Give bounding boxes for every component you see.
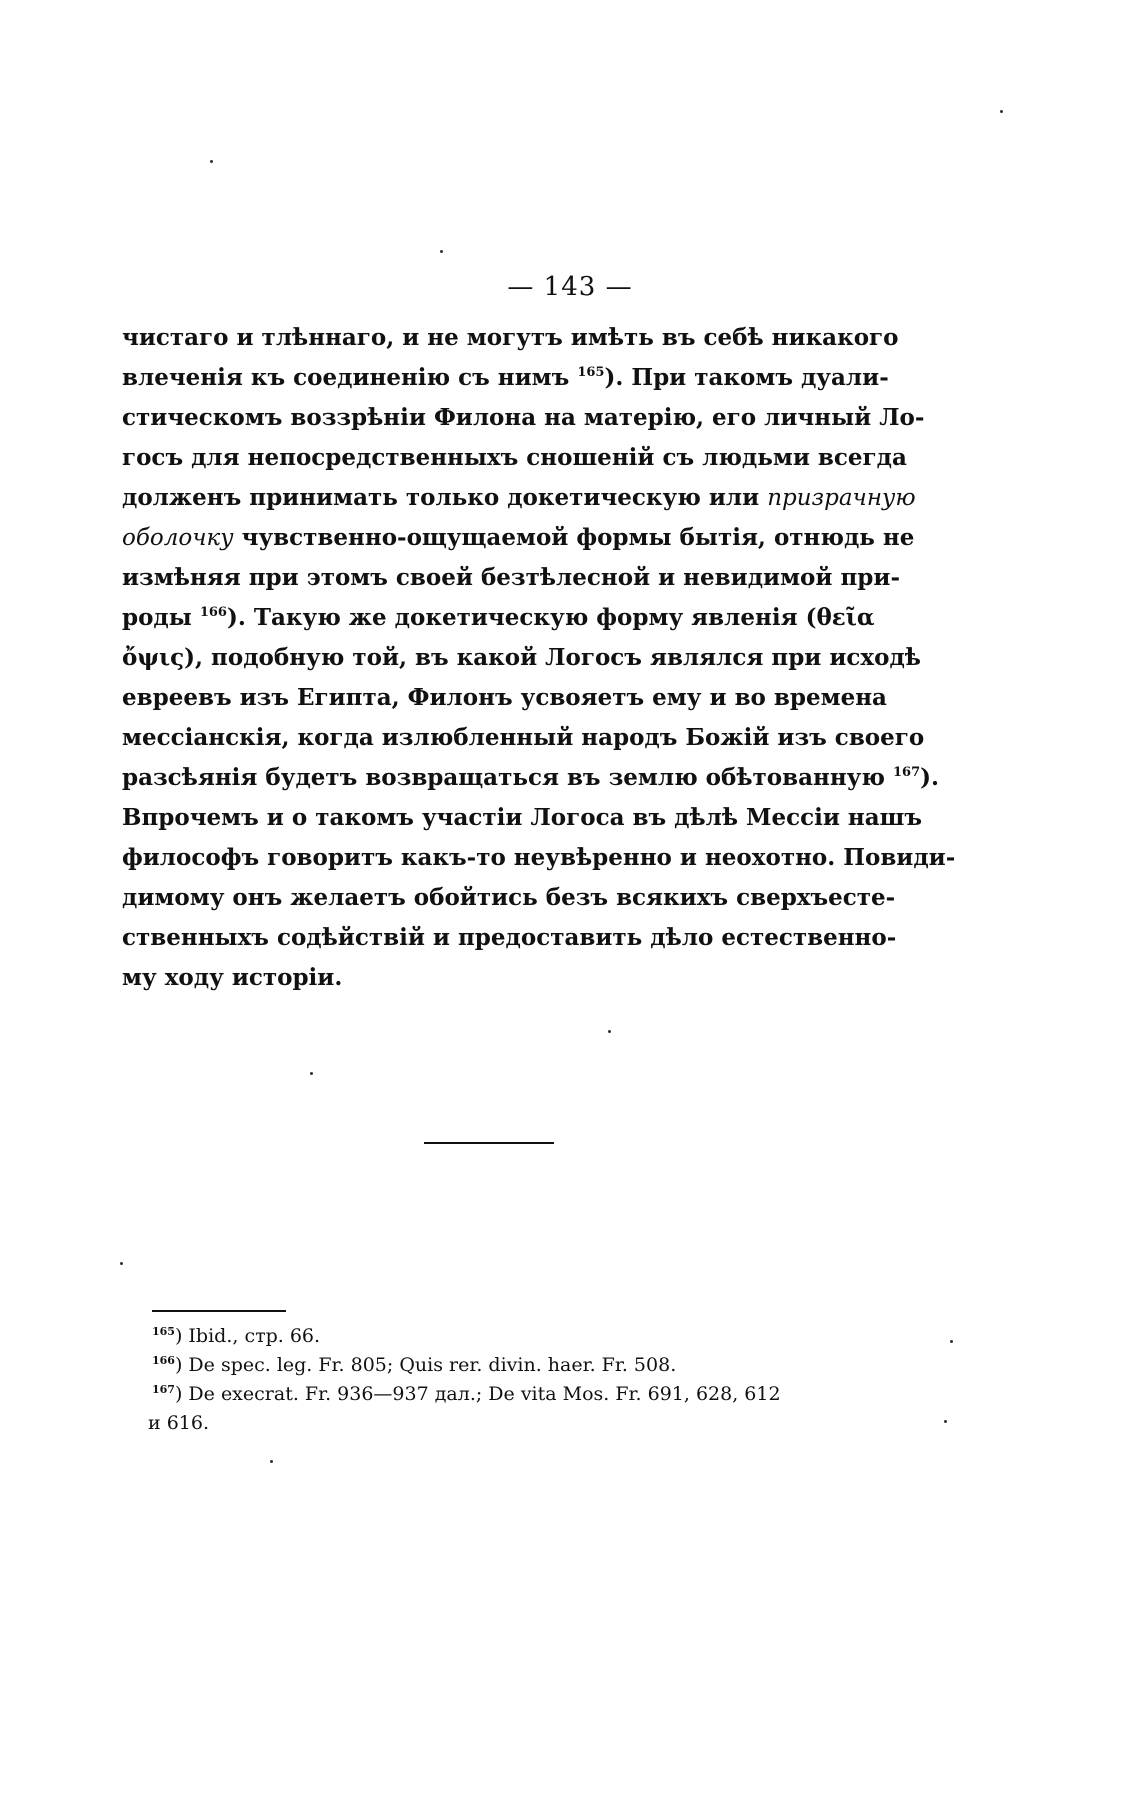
text-line: димому онъ желаетъ обойтись безъ всякихъ сверхъесте- [122, 884, 896, 911]
text-line: стическомъ воззрѣніи Филона на матерію, его личный Ло- [122, 404, 925, 431]
paper-speck [608, 1030, 611, 1033]
paper-speck [310, 1072, 313, 1075]
text-line: долженъ принимать только докетическую или призрачную [122, 484, 916, 511]
text-line: му ходу исторіи. [122, 964, 343, 991]
footnote-number: 166 [152, 1354, 175, 1367]
paper-speck [950, 1340, 953, 1343]
page-number: — 143 — [507, 272, 633, 302]
text-line: мессіанскія, когда излюбленный народъ Божій изъ своего [122, 724, 925, 751]
footnote: $^{167}$) De execrat. Fr. 936—937 дал.; De vita Mos. Fr. 691, 628, 612 [152, 1383, 781, 1405]
text-line: госъ для непосредственныхъ сношеній съ людьми всегда [122, 444, 907, 471]
footnote-ref: 165 [577, 365, 605, 380]
footnote-continuation: и 616. [148, 1412, 210, 1434]
italic-term: оболочку [122, 525, 234, 551]
footnote-ref: 167 [893, 765, 921, 780]
paper-speck [1000, 110, 1003, 113]
italic-term: призрачную [767, 485, 916, 511]
text-line: влеченія къ соединенію съ нимъ $^{165}$). При такомъ дуали- [122, 364, 889, 391]
paper-speck [210, 160, 213, 163]
footnote-ref: 166 [199, 605, 227, 620]
text-line: разсѣянія будетъ возвращаться въ землю обѣтованную $^{167}$). [122, 764, 940, 791]
text-line: ственныхъ содѣйствій и предоставить дѣло естественно- [122, 924, 897, 951]
text-line: Впрочемъ и о такомъ участіи Логоса въ дѣлѣ Мессіи нашъ [122, 804, 923, 831]
footnote-number: 165 [152, 1325, 175, 1338]
text-line: евреевъ изъ Египта, Филонъ усвояетъ ему и во времена [122, 684, 887, 711]
footnotes [148, 1322, 864, 1438]
text-line: роды $^{166}$). Такую же докетическую форму явленія (θεῖα [122, 604, 875, 631]
text-line: чистаго и тлѣннаго, и не могутъ имѣть въ себѣ никакого [122, 324, 899, 351]
paper-speck [944, 1420, 947, 1423]
paper-speck [120, 1262, 123, 1265]
text-line: философъ говоритъ какъ-то неувѣренно и неохотно. Повиди- [122, 844, 956, 871]
footnote: $^{166}$) De spec. leg. Fr. 805; Quis rer. divin. haer. Fr. 508. [152, 1354, 677, 1376]
footnote-number: 167 [152, 1383, 175, 1396]
section-divider [424, 1142, 554, 1144]
main-text [122, 318, 956, 998]
text-line: измѣняя при этомъ своей безтѣлесной и невидимой при- [122, 564, 900, 591]
paper-speck [440, 250, 443, 253]
text-line: оболочку чувственно-ощущаемой формы бытія, отнюдь не [122, 524, 915, 551]
paper-speck [270, 1460, 273, 1463]
footnote: $^{165}$) Ibid., стр. 66. [152, 1325, 321, 1347]
text-line: ὄψις), подобную той, въ какой Логосъ являлся при исходѣ [122, 644, 921, 671]
footnote-divider [152, 1310, 286, 1312]
